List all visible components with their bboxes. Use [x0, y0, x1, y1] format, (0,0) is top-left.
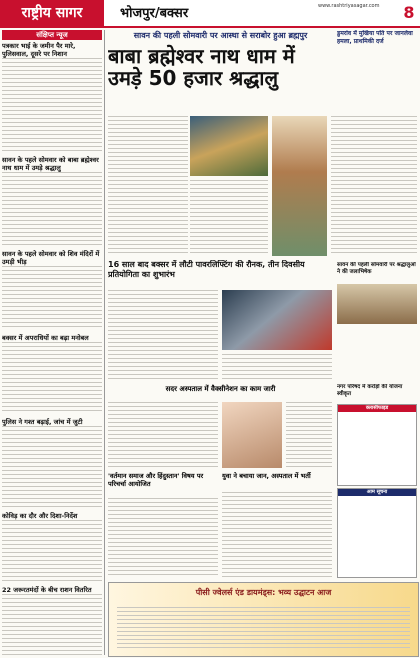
right-body-1	[331, 116, 417, 256]
classified-title: क्लासीफाइड	[338, 405, 416, 412]
lead-kicker: सावन की पहली सोमवारी पर आस्था से सराबोर हुआ ब्रह्मपुर	[133, 31, 308, 40]
middle-top-headline: 16 साल बाद बक्सर में लौटी पावरलिफ्टिंग की रौनक, तीन दिवसीय प्रतियोगिता का शुभारंभ	[108, 260, 305, 279]
left-story-2: सावन के पहले सोमवार को शिव मंदिरों में उमड़ी भीड़	[2, 250, 102, 266]
notice-title: आम सूचना	[338, 489, 416, 496]
mid-right-story	[337, 262, 417, 380]
sports-photo	[222, 290, 332, 350]
column-rule	[104, 30, 105, 655]
section-title: भोजपुर/बक्सर	[120, 6, 189, 21]
lead-story	[108, 30, 333, 110]
page-header	[0, 0, 420, 28]
mid-right-photo	[337, 284, 417, 324]
left-story-3: बक्सर में अपराधियों का बढ़ा मनोबल	[2, 334, 102, 342]
masthead: राष्ट्रीय सागर	[0, 0, 104, 26]
middle-top-body-2	[222, 354, 332, 380]
page-number: 8	[403, 3, 415, 22]
bottom-advert-body	[117, 607, 410, 651]
left-story-1: सावन के पहले सोमवार को बाबा ब्रह्मेश्वर नाथ धाम में उमड़े श्रद्धालु	[2, 156, 102, 172]
center-photo	[222, 402, 282, 468]
date-line: www.rashtriyasagar.com	[318, 3, 380, 9]
mid-right-headline: सावन की पहली सोमवारी पर श्रद्धालुओं ने की जलाभिषेक	[337, 262, 416, 275]
lead-body-2	[190, 180, 268, 256]
center-body-2	[286, 402, 332, 468]
top-right-story	[337, 30, 417, 110]
bottom-center-body	[222, 492, 332, 578]
middle-top-story	[108, 260, 333, 286]
center-headline: सदर अस्पताल में वैक्सीनेशन का काम जारी	[165, 385, 276, 393]
left-story-4: पुलिस ने गश्त बढ़ाई, जांच में जुटी	[2, 418, 102, 426]
left-story-0: पत्रकार भाई के जमीन पैर मारे, पुलिसवाल, दूसरे पर निशान	[2, 42, 102, 58]
center-body-1	[108, 402, 218, 468]
top-right-headline: डुमरांव में मुखिया पति पर जानलेवा हमला, प्राथमिकी दर्ज	[337, 30, 417, 46]
bottom-mid-headline: 'वर्तमान समाज और हिंदुस्तान' विषय पर परिचर्चा आयोजित	[108, 472, 204, 488]
crowd-photo	[272, 116, 327, 256]
bottom-mid-story	[108, 472, 218, 496]
right-col-headline: नगर परिषद में करोड़ों की योजना स्वीकृत	[337, 384, 417, 398]
notice-ad	[337, 488, 417, 578]
bottom-advert	[108, 582, 419, 657]
classified-ad	[337, 404, 417, 486]
right-column	[337, 384, 417, 578]
bottom-center-headline: युवा ने बचाया जान, अस्पताल में भर्ती	[222, 472, 311, 480]
left-story-6: 22 जरूरतमंदों के बीच राशन वितरित	[2, 586, 102, 594]
left-story-5: कोविड़ का दौर और दिशा-निर्देश	[2, 512, 102, 520]
lead-headline: बाबा ब्रह्मेश्वर नाथ धाम में उमड़े 50 हजार श्रद्धालु	[108, 44, 295, 90]
left-column	[2, 30, 102, 655]
bottom-mid-body	[108, 498, 218, 578]
brief-tag: संक्षिप्त न्यूज	[2, 30, 102, 40]
temple-photo	[190, 116, 268, 176]
center-story	[108, 384, 333, 400]
bottom-advert-text: पीसी ज्वेलर्स एंड डायमंड्स: भव्य उद्घाटन आज	[195, 588, 332, 597]
bottom-center-story	[222, 472, 332, 490]
lead-body-1	[108, 116, 188, 256]
middle-top-body	[108, 290, 218, 380]
